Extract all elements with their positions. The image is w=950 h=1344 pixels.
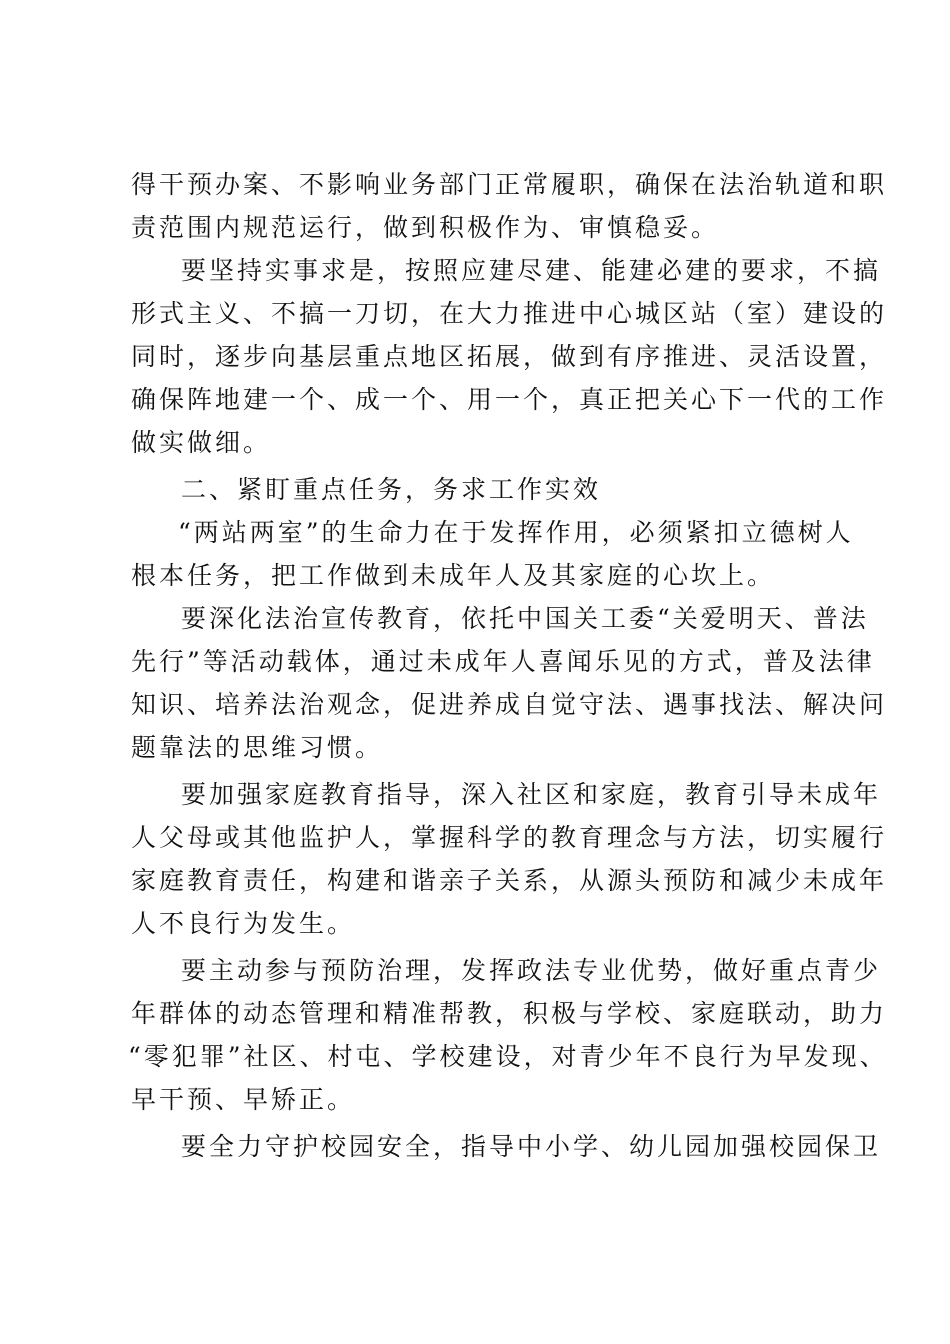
- text-line: 同时，逐步向基层重点地区拓展，做到有序推进、灵活设置，: [131, 342, 888, 371]
- section-heading: 二、紧盯重点任务，务求工作实效: [181, 475, 602, 504]
- text-line: 形式主义、不搞一刀切，在大力推进中心城区站（室）建设的: [131, 299, 888, 328]
- text-line: 要坚持实事求是，按照应建尽建、能建必建的要求，不搞: [181, 256, 882, 285]
- text-line: 要加强家庭教育指导，深入社区和家庭，教育引导未成年: [181, 780, 882, 809]
- text-line: 人父母或其他监护人，掌握科学的教育理念与方法，切实履行: [131, 823, 888, 852]
- text-line: 做实做细。: [131, 428, 272, 457]
- text-line: 责范围内规范运行，做到积极作为、审慎稳妥。: [131, 213, 720, 242]
- text-line: 先行”等活动载体，通过未成年人喜闻乐见的方式，普及法律: [131, 647, 875, 676]
- text-line: 要全力守护校园安全，指导中小学、幼儿园加强校园保卫: [181, 1132, 882, 1161]
- text-line: 人不良行为发生。: [131, 909, 356, 938]
- text-line: 根本任务，把工作做到未成年人及其家庭的心坎上。: [131, 561, 776, 590]
- text-line: 早干预、早矫正。: [131, 1085, 356, 1114]
- text-line: 题靠法的思维习惯。: [131, 733, 384, 762]
- text-line: 确保阵地建一个、成一个、用一个，真正把关心下一代的工作: [131, 385, 888, 414]
- text-line: 年群体的动态管理和精准帮教，积极与学校、家庭联动，助力: [131, 999, 888, 1028]
- text-line: 得干预办案、不影响业务部门正常履职，确保在法治轨道和职: [131, 170, 888, 199]
- text-line: 要主动参与预防治理，发挥政法专业优势，做好重点青少: [181, 956, 882, 985]
- text-line: “零犯罪”社区、村屯、学校建设，对青少年不良行为早发现、: [128, 1042, 888, 1071]
- text-line: “两站两室”的生命力在于发挥作用，必须紧扣立德树人: [178, 518, 854, 547]
- text-line: 知识、培养法治观念，促进养成自觉守法、遇事找法、解决问: [131, 690, 888, 719]
- text-line: 家庭教育责任，构建和谐亲子关系，从源头预防和减少未成年: [131, 866, 888, 895]
- text-line: 要深化法治宣传教育，依托中国关工委“关爱明天、普法: [181, 604, 869, 633]
